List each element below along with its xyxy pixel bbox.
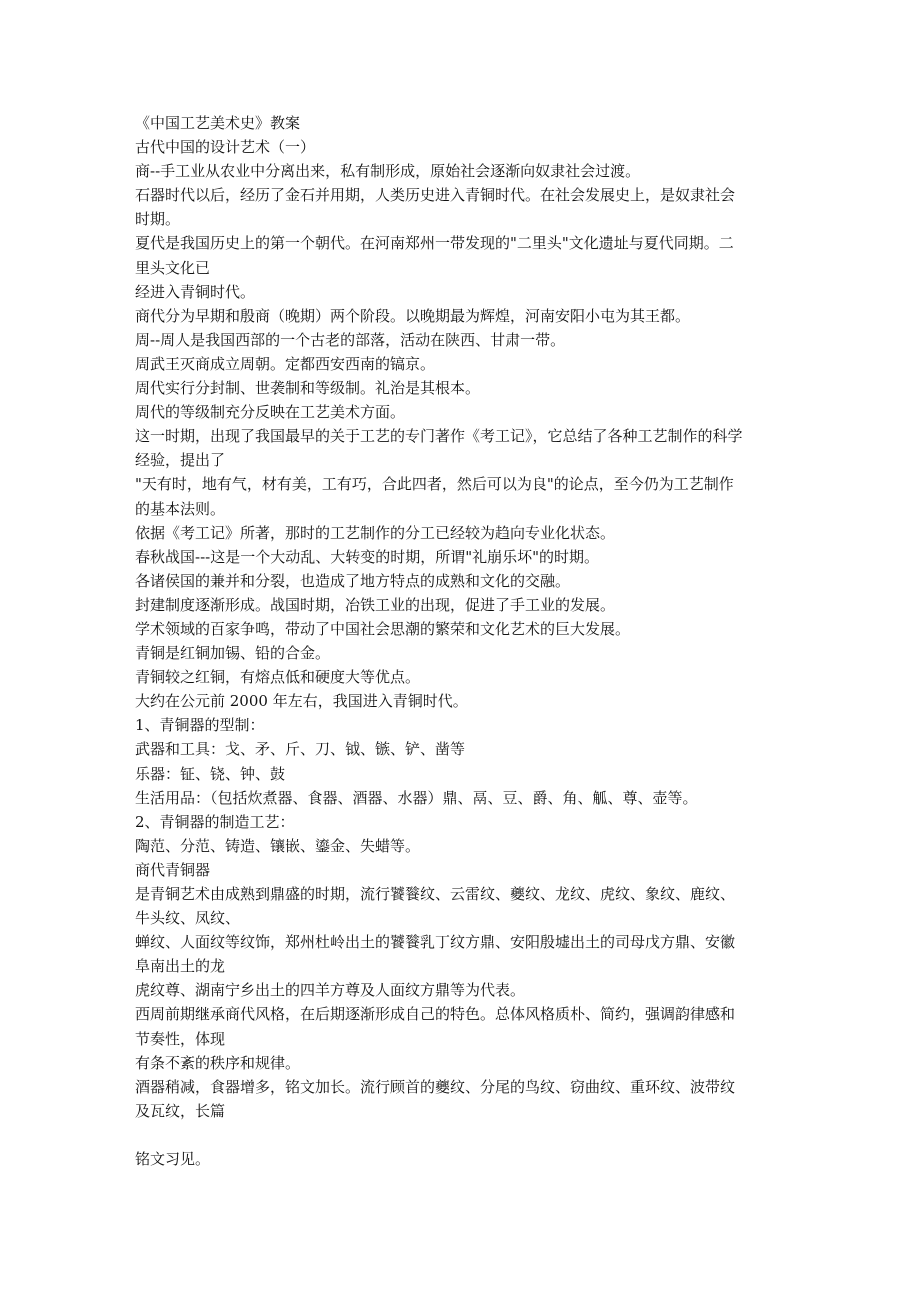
text-line: 各诸侯国的兼并和分裂，也造成了地方特点的成熟和文化的交融。 bbox=[135, 571, 571, 590]
text-line: 酒器稍减，食器增多，铭文加长。流行顾首的夔纹、分尾的鸟纹、窃曲纹、重环纹、波带纹 bbox=[135, 1077, 736, 1096]
document-body bbox=[135, 111, 790, 1171]
text-line: 夏代是我国历史上的第一个朝代。在河南郑州一带发现的"二里头"文化遗址与夏代同期。二 bbox=[135, 234, 734, 253]
text-line: 周代实行分封制、世袭制和等级制。礼治是其根本。 bbox=[135, 379, 481, 398]
text-line-last: 铭文习见。 bbox=[135, 1149, 211, 1168]
text-line: 封建制度逐渐形成。战国时期，冶铁工业的出现，促进了手工业的发展。 bbox=[135, 595, 616, 614]
text-line: 1、青铜器的型制： bbox=[135, 716, 265, 735]
text-line: "天有时，地有气，材有美，工有巧，合此四者，然后可以为良"的论点，至今仍为工艺制作 bbox=[135, 475, 734, 494]
text-line: 石器时代以后，经历了金石并用期，人类历史进入青铜时代。在社会发展史上，是奴隶社会 bbox=[135, 186, 736, 205]
text-line: 学术领域的百家争鸣，带动了中国社会思潮的繁荣和文化艺术的巨大发展。 bbox=[135, 619, 631, 638]
text-line: 经验，提出了 bbox=[135, 451, 226, 470]
text-line: 2、青铜器的制造工艺： bbox=[135, 812, 295, 831]
text-line: 武器和工具：戈、矛、斤、刀、钺、镞、铲、凿等 bbox=[135, 740, 466, 759]
text-line: 春秋战国---这是一个大动乱、大转变的时期，所谓"礼崩乐坏"的时期。 bbox=[135, 547, 600, 566]
text-line: 这一时期，出现了我国最早的关于工艺的专门著作《考工记》，它总结了各种工艺制作的科学 bbox=[135, 427, 743, 446]
text-line: 蝉纹、人面纹等纹饰，郑州杜岭出土的饕餮乳丁纹方鼎、安阳殷墟出土的司母戊方鼎、安徽 bbox=[135, 933, 736, 952]
text-line: 青铜较之红铜，有熔点低和硬度大等优点。 bbox=[135, 668, 421, 687]
text-line: 阜南出土的龙 bbox=[135, 957, 226, 976]
text-line: 有条不紊的秩序和规律。 bbox=[135, 1053, 301, 1072]
text-line: 大约在公元前 2000 年左右，我国进入青铜时代。 bbox=[135, 692, 468, 711]
text-line: 经进入青铜时代。 bbox=[135, 282, 256, 301]
text-line: 及瓦纹，长篇 bbox=[135, 1101, 226, 1120]
text-line: 周武王灭商成立周朝。定都西安西南的镐京。 bbox=[135, 354, 436, 373]
text-line: 陶范、分范、铸造、镶嵌、鎏金、失蜡等。 bbox=[135, 836, 421, 855]
text-line: 节奏性，体现 bbox=[135, 1029, 226, 1048]
text-line: 是青铜艺术由成熟到鼎盛的时期，流行饕餮纹、云雷纹、夔纹、龙纹、虎纹、象纹、鹿纹、 bbox=[135, 885, 736, 903]
text-line: 商代分为早期和殷商（晚期）两个阶段。以晚期最为辉煌，河南安阳小屯为其王都。 bbox=[135, 306, 691, 325]
text-line: 西周前期继承商代风格，在后期逐渐形成自己的特色。总体风格质朴、简约，强调韵律感和 bbox=[135, 1005, 736, 1024]
text-line: 乐器：钲、铙、钟、鼓 bbox=[135, 764, 286, 783]
text-line: 的基本法则。 bbox=[135, 499, 226, 518]
text-line: 虎纹尊、湖南宁乡出土的四羊方尊及人面纹方鼎等为代表。 bbox=[135, 981, 526, 1000]
document-subtitle: 古代中国的设计艺术（一） bbox=[135, 138, 316, 157]
text-line: 牛头纹、凤纹、 bbox=[135, 909, 241, 928]
text-line: 依据《考工记》所著，那时的工艺制作的分工已经较为趋向专业化状态。 bbox=[135, 523, 616, 542]
text-line: 生活用品：（包括炊煮器、食器、酒器、水器）鼎、鬲、豆、爵、角、觚、尊、壶等。 bbox=[135, 788, 698, 807]
text-line: 商--手工业从农业中分离出来，私有制形成，原始社会逐渐向奴隶社会过渡。 bbox=[135, 162, 641, 181]
text-line: 里头文化已 bbox=[135, 258, 211, 277]
text-line: 周--周人是我国西部的一个古老的部落，活动在陕西、甘肃一带。 bbox=[135, 330, 566, 349]
blank-line bbox=[135, 1123, 790, 1147]
text-line: 周代的等级制充分反映在工艺美术方面。 bbox=[135, 403, 406, 422]
document-title: 《中国工艺美术史》教案 bbox=[135, 114, 301, 132]
text-line: 时期。 bbox=[135, 210, 181, 229]
text-line: 商代青铜器 bbox=[135, 860, 211, 879]
text-line: 青铜是红铜加锡、铅的合金。 bbox=[135, 644, 331, 663]
